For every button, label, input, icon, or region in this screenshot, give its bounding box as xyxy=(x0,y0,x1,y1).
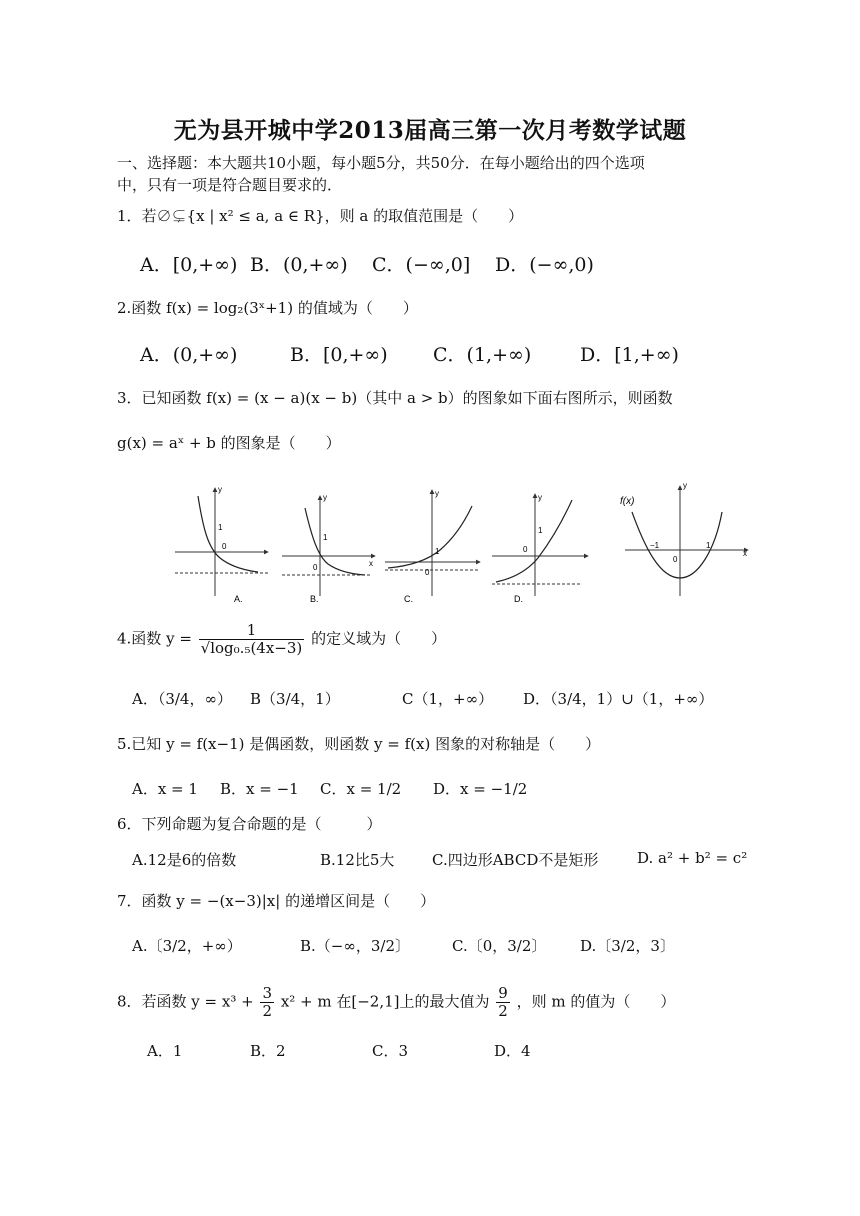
q6-option-c: C.四边形ABCD不是矩形 xyxy=(432,851,599,869)
q6-option-a: A.12是6的倍数 xyxy=(132,851,237,869)
q4-fraction xyxy=(199,622,305,657)
q4-option-c: C（1，+∞） xyxy=(402,690,494,708)
q6-option-b: B.12比5大 xyxy=(320,851,395,869)
page-title: 无为县开城中学2013届高三第一次月考数学试题 xyxy=(173,117,687,144)
q8-option-a: A．1 xyxy=(147,1042,183,1060)
q8-option-c: C．3 xyxy=(372,1042,409,1060)
svg-text:x: x xyxy=(369,559,373,568)
q6-stem: 6．下列命题为复合命题的是（ ） xyxy=(117,815,382,833)
svg-text:0: 0 xyxy=(313,563,318,572)
q3-stem-line-1: 3．已知函数 f(x) = (x − a)(x − b)（其中 a > b）的图象如下面右图所示，则函数 xyxy=(117,389,673,407)
q2-option-b: B．[0,+∞) xyxy=(290,344,388,366)
q7-option-c: C.〔0，3/2〕 xyxy=(452,937,547,955)
svg-text:1: 1 xyxy=(538,526,543,535)
svg-text:y: y xyxy=(323,493,327,502)
q8-stem xyxy=(117,985,675,1020)
q4-fraction-denominator: √log₀.₅(4x−3) xyxy=(200,639,303,657)
svg-text:0: 0 xyxy=(222,542,227,551)
q7-option-b: B.（−∞，3/2〕 xyxy=(300,937,410,955)
svg-text:1: 1 xyxy=(323,533,328,542)
svg-text:0: 0 xyxy=(523,545,528,554)
q3-graphs xyxy=(170,478,760,608)
q8-stem-mid: x² + m 在[−2,1]上的最大值为 xyxy=(280,992,490,1011)
q4-fraction-numerator: 1 xyxy=(199,622,305,640)
graph-a xyxy=(175,485,268,604)
q1-option-b: B．(0,+∞) xyxy=(250,254,348,276)
q7-option-d: D.〔3/2，3〕 xyxy=(580,937,675,955)
q4-option-b: B（3/4，1） xyxy=(250,690,340,708)
svg-text:0: 0 xyxy=(425,568,430,577)
graph-fx xyxy=(620,481,748,596)
q8-option-b: B．2 xyxy=(250,1042,286,1060)
q4-stem-suffix: 的定义域为（ ） xyxy=(311,629,447,648)
q5-option-b: B．x = −1 xyxy=(220,780,299,798)
q3-stem-line-2: g(x) = aˣ + b 的图象是（ ） xyxy=(117,434,341,452)
q8-stem-suffix: ，则 m 的值为（ ） xyxy=(516,992,676,1011)
svg-text:1: 1 xyxy=(706,541,711,550)
graph-b xyxy=(282,493,375,604)
q5-option-c: C．x = 1/2 xyxy=(320,780,402,798)
graph-label-a: A. xyxy=(234,594,243,604)
q7-stem: 7．函数 y = −(x−3)|x| 的递增区间是（ ） xyxy=(117,892,436,910)
q2-option-c: C．(1,+∞) xyxy=(433,344,532,366)
q5-stem: 5.已知 y = f(x−1) 是偶函数，则函数 y = f(x) 图象的对称轴是（ ） xyxy=(117,735,601,753)
q6-option-d: D. a² + b² = c² xyxy=(637,849,748,867)
graph-c xyxy=(385,489,480,604)
graph-label-b: B. xyxy=(310,594,319,604)
q8-option-d: D．4 xyxy=(494,1042,531,1060)
svg-text:1: 1 xyxy=(435,547,440,556)
intro-line-2: 中，只有一项是符合题目要求的． xyxy=(117,176,343,194)
svg-text:0: 0 xyxy=(673,555,678,564)
graph-label-c: C. xyxy=(404,594,413,604)
graph-d xyxy=(492,493,588,604)
svg-text:x: x xyxy=(743,549,747,558)
q2-option-a: A．(0,+∞) xyxy=(140,344,238,366)
q1-option-d: D．(−∞,0) xyxy=(495,254,594,276)
fx-label: f(x) xyxy=(620,496,635,507)
q8-fraction-3-2: $\frac{3}{2}$ xyxy=(262,984,273,1020)
q2-stem: 2.函数 f(x) = log₂(3ˣ+1) 的值域为（ ） xyxy=(117,299,418,317)
svg-text:1: 1 xyxy=(218,523,223,532)
q4-option-d: D．（3/4，1）∪（1，+∞） xyxy=(523,690,714,708)
q5-option-a: A．x = 1 xyxy=(132,780,198,798)
svg-text:y: y xyxy=(538,493,542,502)
intro-line-1: 一、选择题：本大题共10小题，每小题5分，共50分．在每小题给出的四个选项 xyxy=(117,154,645,172)
q2-option-d: D．[1,+∞) xyxy=(580,344,679,366)
q8-stem-prefix: 8．若函数 y = x³ + xyxy=(117,992,254,1011)
q4-stem xyxy=(117,622,446,657)
q8-fraction-9-2: $\frac{9}{2}$ xyxy=(498,984,508,1020)
svg-text:y: y xyxy=(218,485,222,494)
q4-option-a: A．（3/4，∞） xyxy=(132,690,232,708)
q7-option-a: A.〔3/2，+∞） xyxy=(132,937,242,955)
q1-stem: 1．若∅⊊{x | x² ≤ a, a ∈ R}，则 a 的取值范围是（ ） xyxy=(117,207,524,225)
graph-label-d: D. xyxy=(514,594,523,604)
q5-option-d: D．x = −1/2 xyxy=(433,780,528,798)
svg-text:y: y xyxy=(435,489,439,498)
q1-option-c: C．(−∞,0] xyxy=(372,254,471,276)
svg-text:−1: −1 xyxy=(650,541,660,550)
q1-option-a: A．[0,+∞) xyxy=(140,254,238,276)
svg-text:y: y xyxy=(683,481,687,490)
q4-stem-prefix: 4.函数 y = xyxy=(117,629,192,648)
